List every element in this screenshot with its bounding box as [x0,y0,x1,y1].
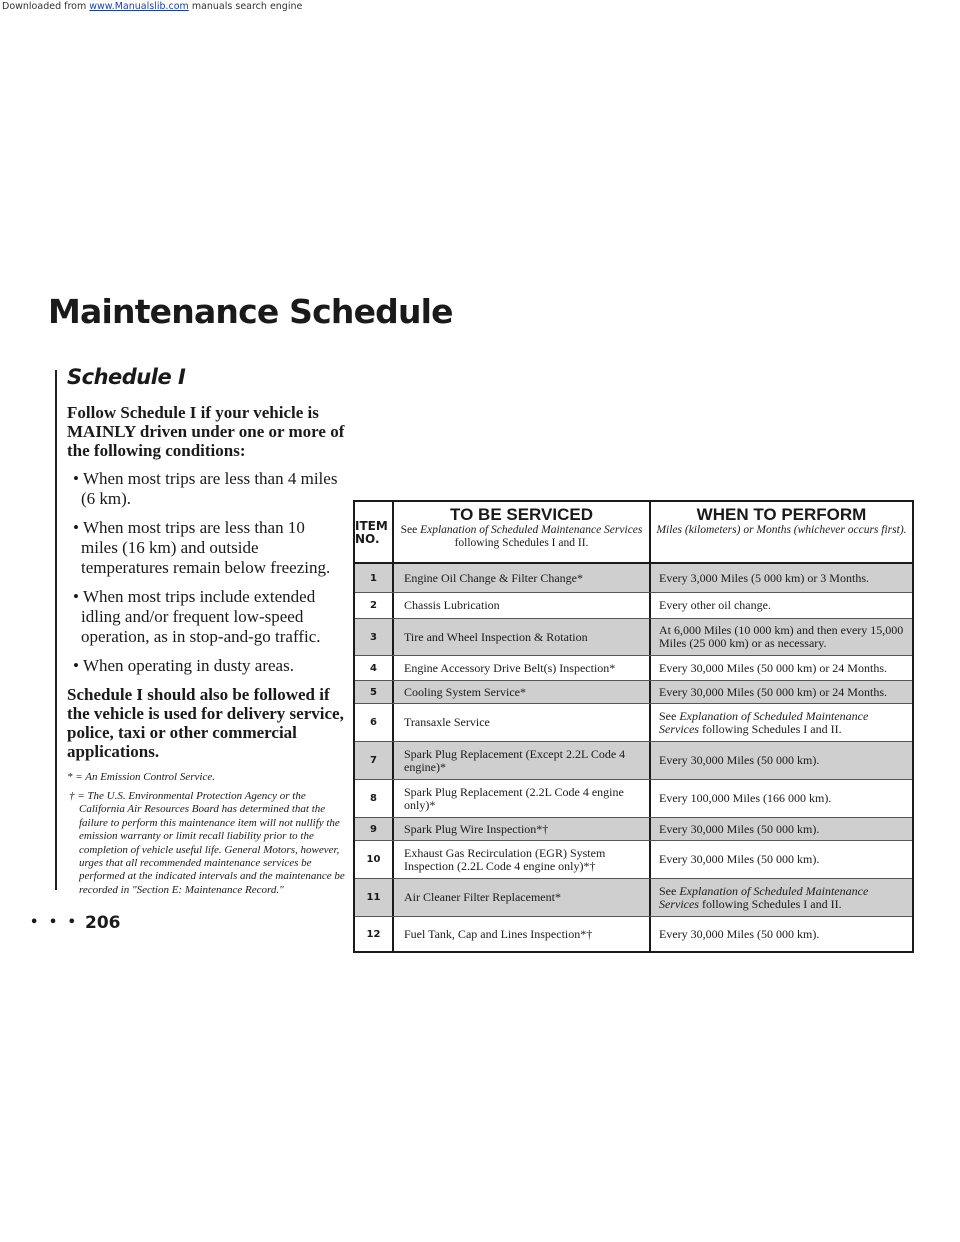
row-when: Every 100,000 Miles (166 000 km). [659,791,832,805]
epa-note: † = The U.S. Environmental Protection Agency or the California Air Resources Board has determined that the failure to perform this maintenance item will not nullify the emission warranty or limit recall liability prior to the completion of vehicle useful life. General Motors, however, urges that all recommended maintenance services be performed at the indicated intervals and the maintenance be recorded in "Section E: Maintenance Record." [69,790,345,896]
manualslib-link[interactable]: www.Manualslib.com [89,1,189,12]
maintenance-table [353,500,914,953]
table-row [355,879,912,917]
row-service: Exhaust Gas Recirculation (EGR) System Inspection (2.2L Code 4 engine only)*† [394,841,651,878]
emission-note: * = An Emission Control Service. [67,771,215,783]
section-rule [55,370,57,890]
table-row [355,917,912,951]
row-item-no: 4 [355,656,394,680]
table-row [355,818,912,841]
row-when: See Explanation of Scheduled Maintenance Services following Schedules I and II. [659,708,869,736]
row-service: Spark Plug Wire Inspection*† [394,818,651,840]
row-service: Spark Plug Replacement (Except 2.2L Code 4 engine)* [394,742,651,779]
schedule-title: Schedule I [67,365,186,389]
row-when: Every 30,000 Miles (50 000 km). [659,926,820,941]
download-watermark [0,0,960,14]
table-row [355,656,912,681]
page-number-value: 206 [84,913,121,933]
header-when-sub: Miles (kilometers) or Months (whichever occurs first). [656,524,907,536]
row-service: Fuel Tank, Cap and Lines Inspection*† [394,917,651,951]
watermark-prefix: Downloaded from [2,1,90,12]
condition-item: • When most trips include extended idling and/or frequent low-speed operation, as in stop-and-go traffic. [67,587,345,647]
row-item-no: 11 [355,879,394,916]
header-service-sub: See Explanation of Scheduled Maintenance Services following Schedules I and II. [400,524,643,549]
header-service-title: TO BE SERVICED [450,505,593,524]
row-item-no: 3 [355,619,394,655]
row-when: Every 3,000 Miles (5 000 km) or 3 Months. [651,564,912,592]
table-row [355,841,912,879]
row-when: Every 30,000 Miles (50 000 km). [651,742,912,779]
row-item-no: 10 [355,841,394,878]
row-item-no: 2 [355,593,394,618]
row-item-no: 8 [355,780,394,817]
page-number [30,913,120,933]
row-service: Spark Plug Replacement (2.2L Code 4 engine only)* [394,780,651,817]
table-row [355,742,912,780]
watermark-suffix: manuals search engine [188,1,303,12]
header-when-title: WHEN TO PERFORM [696,505,867,524]
page-title: Maintenance Schedule [48,292,453,331]
row-item-no: 7 [355,742,394,779]
row-service: Transaxle Service [394,704,651,741]
row-service: Tire and Wheel Inspection & Rotation [394,619,651,655]
row-item-no: 1 [355,564,394,592]
condition-item: • When most trips are less than 4 miles (6 km). [67,469,345,509]
row-item-no: 12 [355,917,394,951]
table-row [355,619,912,656]
header-item-no: ITEM NO. [355,502,394,562]
also-followed-note: Schedule I should also be followed if the vehicle is used for delivery service, police, taxi or other commercial applications. [67,685,344,761]
row-service: Air Cleaner Filter Replacement* [394,879,651,916]
row-when: Every 30,000 Miles (50 000 km) or 24 Months. [659,660,887,675]
schedule-description [67,365,345,897]
schedule-lead: Follow Schedule I if your vehicle is MAINLY driven under one or more of the following conditions: [67,403,345,460]
table-header [355,502,912,564]
row-when: Every 30,000 Miles (50 000 km) or 24 Months. [651,681,912,703]
table-row [355,704,912,742]
table-row [355,780,912,818]
header-when-to-perform [651,502,912,562]
row-item-no: 9 [355,818,394,840]
row-when: Every other oil change. [659,598,771,612]
condition-item: • When most trips are less than 10 miles (16 km) and outside temperatures remain below freezing. [67,518,345,578]
table-row [355,593,912,619]
header-to-be-serviced [394,502,651,562]
row-service: Chassis Lubrication [394,593,651,618]
table-row [355,564,912,593]
row-item-no: 5 [355,681,394,703]
row-service: Engine Oil Change & Filter Change* [394,564,651,592]
row-when: Every 30,000 Miles (50 000 km). [659,852,820,866]
page-dots: • • • [30,915,79,930]
table-row [355,681,912,704]
row-service: Cooling System Service* [394,681,651,703]
row-item-no: 6 [355,704,394,741]
row-service: Engine Accessory Drive Belt(s) Inspection* [394,656,651,680]
row-when: See Explanation of Scheduled Maintenance Services following Schedules I and II. [651,879,912,916]
condition-list [67,469,345,676]
condition-item: • When operating in dusty areas. [67,656,345,676]
row-when: Every 30,000 Miles (50 000 km). [651,818,912,840]
row-when: At 6,000 Miles (10 000 km) and then every 15,000 Miles (25 000 km) or as necessary. [651,619,912,655]
